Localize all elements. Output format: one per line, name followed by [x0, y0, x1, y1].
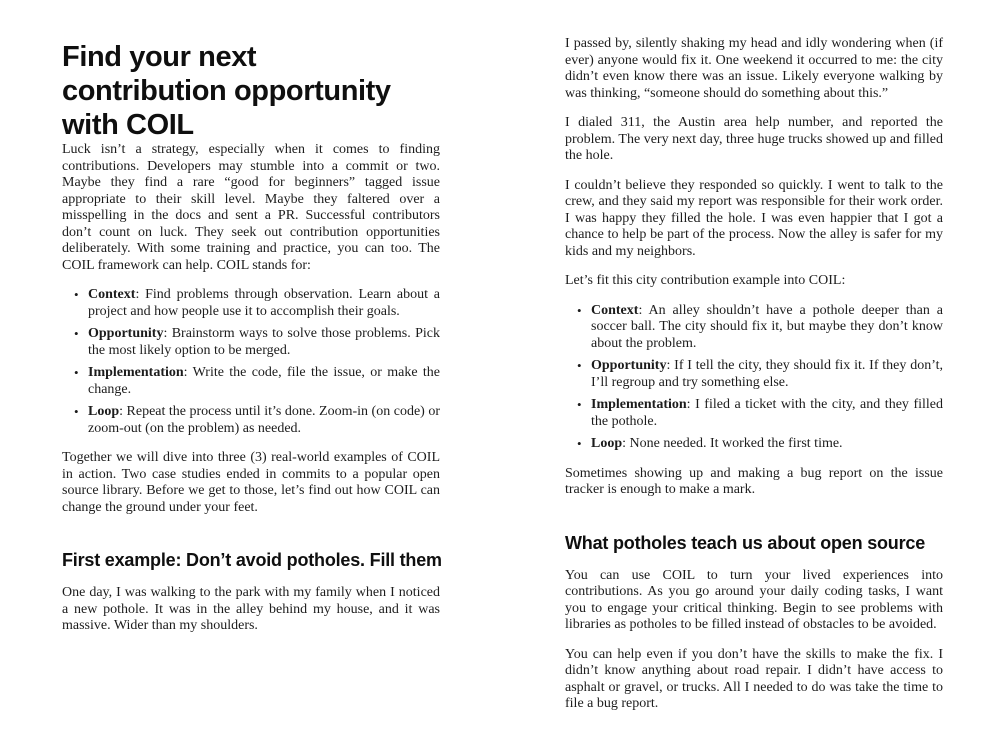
chapter-title-line-1: Find your next — [62, 41, 257, 73]
page-right-column — [565, 0, 943, 726]
lesson-paragraph-1: You can use COIL to turn your lived experiences into contributions. As you go around your daily coding tasks, I want you to engage your critical thinking. Begin to see problems with libraries as potholes to be filled instead of obstacles to be avoided. — [565, 567, 943, 632]
framework-outro-paragraph: Together we will dive into three (3) real-world examples of COIL in action. Two case studies ended in commits to a popular open source library. Before we get to those, let’s find out how COIL can change the ground under your feet. — [62, 450, 440, 515]
coil-framework-list — [62, 287, 440, 437]
story-paragraph-2: I dialed 311, the Austin area help number, and reported the problem. The very next day, three huge trucks showed up and filled the hole. — [565, 115, 943, 163]
coil-term: Implementation — [591, 397, 687, 412]
chapter-title-line-2: contribution opportunity — [62, 75, 391, 107]
story-paragraph-4: Let’s fit this city contribution example into COIL: — [565, 273, 846, 288]
coil-term: Loop — [591, 436, 623, 451]
coil-term-description: : Repeat the process until it’s done. Zoom-in (on code) or zoom-out (on the problem) as needed. — [88, 404, 440, 436]
coil-term-description: : If I tell the city, they should fix it. If they don’t, I’ll regroup and try something else. — [591, 358, 943, 390]
story-paragraph-1: I passed by, silently shaking my head and idly wondering when (if ever) anyone would fix it. One weekend it occurred to me: the city didn’t even know there was an issue. Likely everyone walking by was thinking, “someone should do something about this.” — [565, 36, 943, 101]
coil-term: Context — [591, 302, 639, 318]
chapter-title-line-3: with COIL — [62, 109, 194, 141]
coil-term-description: : An alley shouldn’t have a pothole deeper than a soccer ball. The city should fix it, but maybe they don’t know about the problem. — [591, 302, 943, 351]
coil-term-description: : I filed a ticket with the city, and they filled the pothole. — [591, 397, 943, 429]
coil-term: Opportunity — [88, 326, 164, 341]
coil-term-description: : None needed. It worked the first time. — [622, 436, 843, 451]
chapter-title — [62, 40, 440, 142]
coil-list-item-context — [591, 303, 943, 353]
coil-term: Implementation — [88, 365, 184, 380]
section-heading-what-potholes-teach: What potholes teach us about open source — [565, 532, 926, 553]
coil-term: Context — [88, 287, 136, 302]
coil-term: Opportunity — [591, 358, 667, 373]
intro-paragraph: Luck isn’t a strategy, especially when it comes to finding contributions. Developers may stumble into a commit or two. Maybe they find a rare “good for beginners” tagged issue appropriate to their skill level. Maybe they faltered over a misspelling in the docs and sent a PR. Successful contributors don’t count on luck. They seek out contribution opportunities deliberately. With some training and practice, you can too. The COIL framework can help. COIL stands for: — [62, 142, 440, 273]
coil-list-item-opportunity — [591, 358, 943, 391]
coil-example-list — [565, 303, 943, 453]
section-heading-first-example: First example: Don’t avoid potholes. Fill them — [62, 550, 442, 570]
coil-term-description: : Brainstorm ways to solve those problems. Pick the most likely option to be merged. — [88, 326, 440, 358]
coil-list-item-loop — [591, 436, 943, 453]
page-left-column — [62, 0, 440, 648]
coil-term-description: : Write the code, file the issue, or make the change. — [88, 365, 440, 397]
coil-list-item-opportunity — [88, 326, 440, 359]
coil-list-item-implementation — [591, 397, 943, 430]
pothole-story-paragraph: One day, I was walking to the park with my family when I noticed a new pothole. It was in the alley behind my house, and it was massive. Wider than my shoulders. — [62, 585, 440, 633]
coil-list-item-loop — [88, 404, 440, 437]
coil-list-item-implementation — [88, 365, 440, 398]
coil-term-description: : Find problems through observation. Learn about a project and how people use it to accomplish their goals. — [88, 287, 440, 319]
coil-list-item-context — [88, 287, 440, 320]
example-outro-paragraph: Sometimes showing up and making a bug report on the issue tracker is enough to make a mark. — [565, 465, 943, 497]
lesson-paragraph-2: You can help even if you don’t have the skills to make the fix. I didn’t know anything about road repair. I didn’t have access to asphalt or gravel, or trucks. All I needed to do was take the time to file a bug report. — [565, 646, 943, 711]
coil-term: Loop — [88, 404, 120, 419]
story-paragraph-3: I couldn’t believe they responded so quickly. I went to talk to the crew, and they said my report was responsible for their work order. I was happy they filled the hole. I was even happier that I got a chance to help be part of the process. Now the alley is safer for my kids and my neighbors. — [565, 177, 943, 259]
